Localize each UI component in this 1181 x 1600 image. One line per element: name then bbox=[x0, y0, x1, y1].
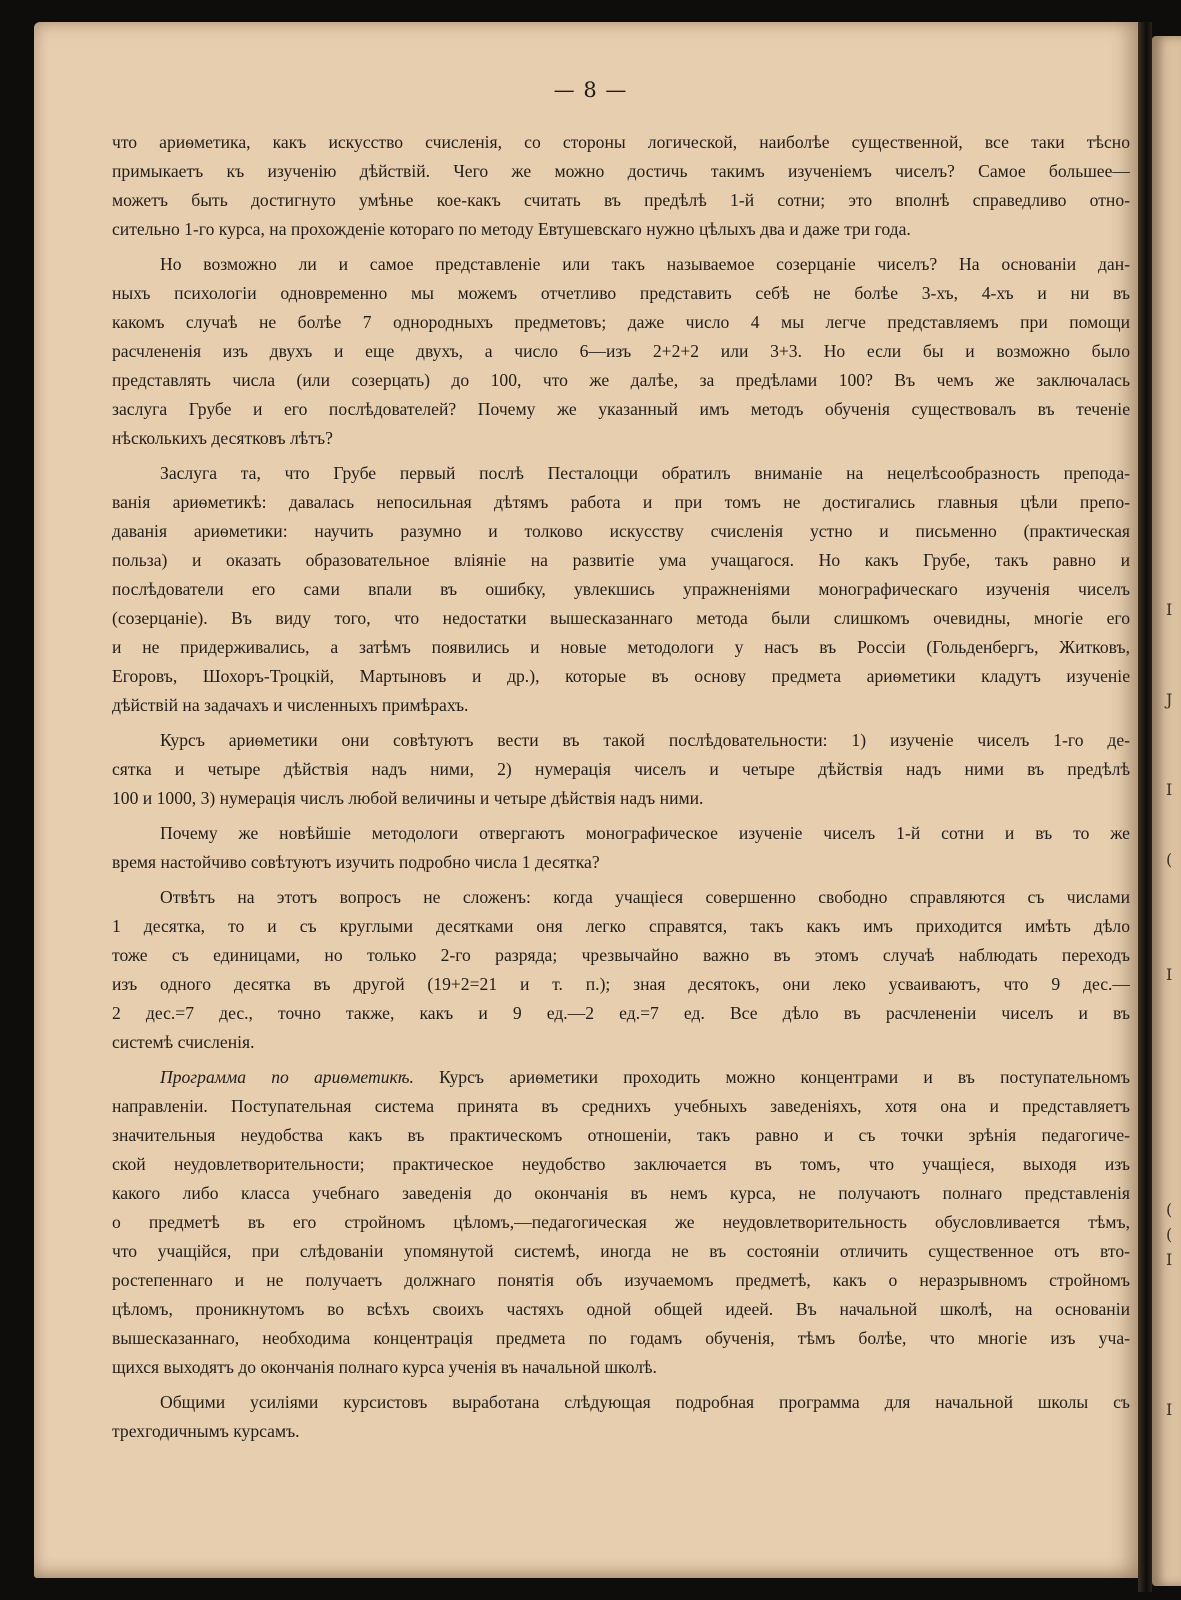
text-line: вышесказаннаго, необходима концентрація предмета по годамъ обученія, тѣмъ болѣе, что многіе изъ уча- bbox=[112, 1328, 1130, 1348]
text-line: 100 и 1000, 3) нумерація числъ любой величины и четыре дѣйствія надъ ними. bbox=[112, 788, 704, 808]
text-line: польза) и оказать образовательное вліяніе на развитіе ума учащагося. Но какъ Грубе, такъ равно и bbox=[112, 550, 1130, 570]
text-line: щихся выходятъ до окончанія полнаго курса ученія въ начальной школѣ. bbox=[112, 1357, 657, 1377]
margin-mark: I bbox=[1166, 1250, 1173, 1269]
text-line: Заслуга та, что Грубе первый послѣ Песталоцци обратилъ вниманіе на нецелѣсообразность препода- bbox=[160, 463, 1130, 483]
text-line: представлять числа (или созерцать) до 100, что же далѣе, за предѣлами 100? Въ чемъ же заключалась bbox=[112, 370, 1130, 390]
text-line: что ариѳметика, какъ искусство счисленія, со стороны логической, наиболѣе существенной, все таки тѣсно bbox=[112, 132, 1130, 152]
margin-mark: J bbox=[1166, 690, 1173, 709]
text-line: Программа по ариѳметикѣ. Курсъ ариѳметики проходить можно концентрами и въ поступательномъ bbox=[160, 1067, 1130, 1087]
book-binding-shadow bbox=[1138, 22, 1152, 1592]
paragraph bbox=[112, 128, 1130, 244]
margin-mark: I bbox=[1166, 1400, 1173, 1419]
paragraph bbox=[112, 883, 1130, 1057]
text-line: сятка и четыре дѣйствія надъ ними, 2) нумерація чиселъ и четыре дѣйствія надъ ними въ предѣлѣ bbox=[112, 759, 1130, 779]
text-line: Отвѣтъ на этотъ вопросъ не сложенъ: когда учащіеся совершенно свободно справляются съ числами bbox=[160, 887, 1130, 907]
text-line: значительныя неудобства какъ въ практическомъ отношеніи, такъ равно и съ точки зрѣнія педагогиче- bbox=[112, 1125, 1130, 1145]
text-line: направленіи. Поступательная система принята въ среднихъ учебныхъ заведеніяхъ, хотя она и представляетъ bbox=[112, 1096, 1130, 1116]
text-line: Почему же новѣйшіе методологи отвергаютъ монографическое изученіе чиселъ 1-й сотни и въ то же bbox=[160, 823, 1130, 843]
text-line: тоже съ единицами, но только 2-го разряда; чрезвычайно важно въ этомъ случаѣ наблюдать переходъ bbox=[112, 945, 1130, 965]
text-line: системѣ счисленія. bbox=[112, 1032, 255, 1052]
text-line: Курсъ ариѳметики они совѣтуютъ вести въ такой послѣдовательности: 1) изученіе чиселъ 1-го де- bbox=[160, 730, 1130, 750]
paragraph bbox=[112, 1388, 1130, 1446]
text-line: Но возможно ли и самое представленіе или такъ называемое созерцаніе чиселъ? На основаніи дан- bbox=[160, 254, 1130, 274]
paragraph bbox=[112, 459, 1130, 720]
margin-mark: I bbox=[1166, 780, 1173, 799]
text-line: о предметѣ въ его стройномъ цѣломъ,—педагогическая же неудовлетворительность обусловливается тѣмъ, bbox=[112, 1212, 1130, 1232]
page-number: — 8 — bbox=[553, 78, 628, 102]
adjacent-page-edge bbox=[1152, 36, 1181, 1586]
text-line: что учащійся, при слѣдованіи упомянутой системѣ, иногда не въ состояніи отличить существенное отъ вто- bbox=[112, 1241, 1130, 1261]
text-line: (созерцаніе). Въ виду того, что недостатки вышесказаннаго метода были слишкомъ очевидны, многіе его bbox=[112, 608, 1130, 628]
text-line: трехгодичнымъ курсамъ. bbox=[112, 1421, 300, 1441]
text-line: ныхъ психологіи одновременно мы можемъ отчетливо представить себѣ не болѣе 3-хъ, 4-хъ и ни въ bbox=[112, 283, 1130, 303]
margin-mark: I bbox=[1166, 965, 1173, 984]
section-heading: Программа по ариѳметикѣ. bbox=[160, 1067, 414, 1087]
text-line: можетъ быть достигнуто умѣнье кое-какъ считать въ предѣлѣ 1-й сотни; это вполнѣ справедливо отно- bbox=[112, 190, 1130, 210]
paragraph bbox=[112, 726, 1130, 813]
paragraph bbox=[112, 250, 1130, 453]
paragraph bbox=[112, 1063, 1130, 1382]
text-line: Общими усиліями курсистовъ выработана слѣдующая подробная программа для начальной школы съ bbox=[160, 1392, 1130, 1412]
text-line: ростепеннаго и не получаетъ должнаго понятія объ изучаемомъ предметѣ, какъ о неразрывномъ стройномъ bbox=[112, 1270, 1130, 1290]
text-line: какого либо класса учебнаго заведенія до окончанія въ немъ курса, не получаютъ полнаго представленія bbox=[112, 1183, 1130, 1203]
margin-mark: ( bbox=[1166, 1200, 1173, 1219]
text-line: 1 десятка, то и съ круглыми десятками оня легко справятся, такъ какъ имъ приходится имѣть дѣло bbox=[112, 916, 1130, 936]
text-line: дѣйствій на задачахъ и численныхъ примѣрахъ. bbox=[112, 695, 469, 715]
text-line: изъ одного десятка въ другой (19+2=21 и т. п.); зная десятокъ, они леко усваиваютъ, что 9 дес.— bbox=[112, 974, 1130, 994]
text-line: послѣдователи его сами впали въ ошибку, увлекшись упражненіями монографическаго изученія чиселъ bbox=[112, 579, 1130, 599]
paragraph bbox=[112, 819, 1130, 877]
text-line: Егоровъ, Шохоръ-Троцкій, Мартыновъ и др.), которые въ основу предмета ариѳметики кладутъ изученіе bbox=[112, 666, 1130, 686]
text-line: ванія ариѳметикѣ: давалась непосильная дѣтямъ работа и при томъ не достигались главныя цѣли препо- bbox=[112, 492, 1130, 512]
text-line: нѣсколькихъ десятковъ лѣтъ? bbox=[112, 428, 333, 448]
document-body bbox=[112, 128, 1130, 1446]
margin-mark: ( bbox=[1166, 1225, 1173, 1244]
text-line: какомъ случаѣ не болѣе 7 однородныхъ предметовъ; даже число 4 мы легче представляемъ при помощи bbox=[112, 312, 1130, 332]
text-line: ской неудовлетворительности; практическое неудобство заключается въ томъ, что учащіеся, выходя изъ bbox=[112, 1154, 1130, 1174]
text-line: даванія ариѳметики: научить разумно и толково искусству счисленія устно и письменно (практическая bbox=[112, 521, 1130, 541]
text-line: примыкаетъ къ изученію дѣйствій. Чего же можно достичь такимъ изученіемъ чиселъ? Самое большее— bbox=[112, 161, 1130, 181]
text-line: заслуга Грубе и его послѣдователей? Почему же указанный имъ методъ обученія существовалъ въ теченіе bbox=[112, 399, 1130, 419]
text-line: 2 дес.=7 дес., точно также, какъ и 9 ед.—2 ед.=7 ед. Все дѣло въ расчлененіи чиселъ и въ bbox=[112, 1003, 1130, 1023]
margin-mark: ( bbox=[1166, 850, 1173, 869]
margin-mark: I bbox=[1166, 600, 1173, 619]
text-line: и не придерживались, а затѣмъ появились и новые методологи у насъ въ Россіи (Гольденбергъ, Житковъ, bbox=[112, 637, 1130, 657]
text-line: расчлененія изъ двухъ и еще двухъ, а число 6—изъ 2+2+2 или 3+3. Но если бы и возможно было bbox=[112, 341, 1130, 361]
text-line: цѣломъ, проникнутомъ во всѣхъ своихъ частяхъ одной общей идеей. Въ начальной школѣ, на основаніи bbox=[112, 1299, 1130, 1319]
text-line: сительно 1-го курса, на прохожденіе котораго по методу Евтушевскаго нужно цѣлыхъ два и даже три года. bbox=[112, 219, 911, 239]
text-line: время настойчиво совѣтуютъ изучить подробно числа 1 десятка? bbox=[112, 852, 600, 872]
